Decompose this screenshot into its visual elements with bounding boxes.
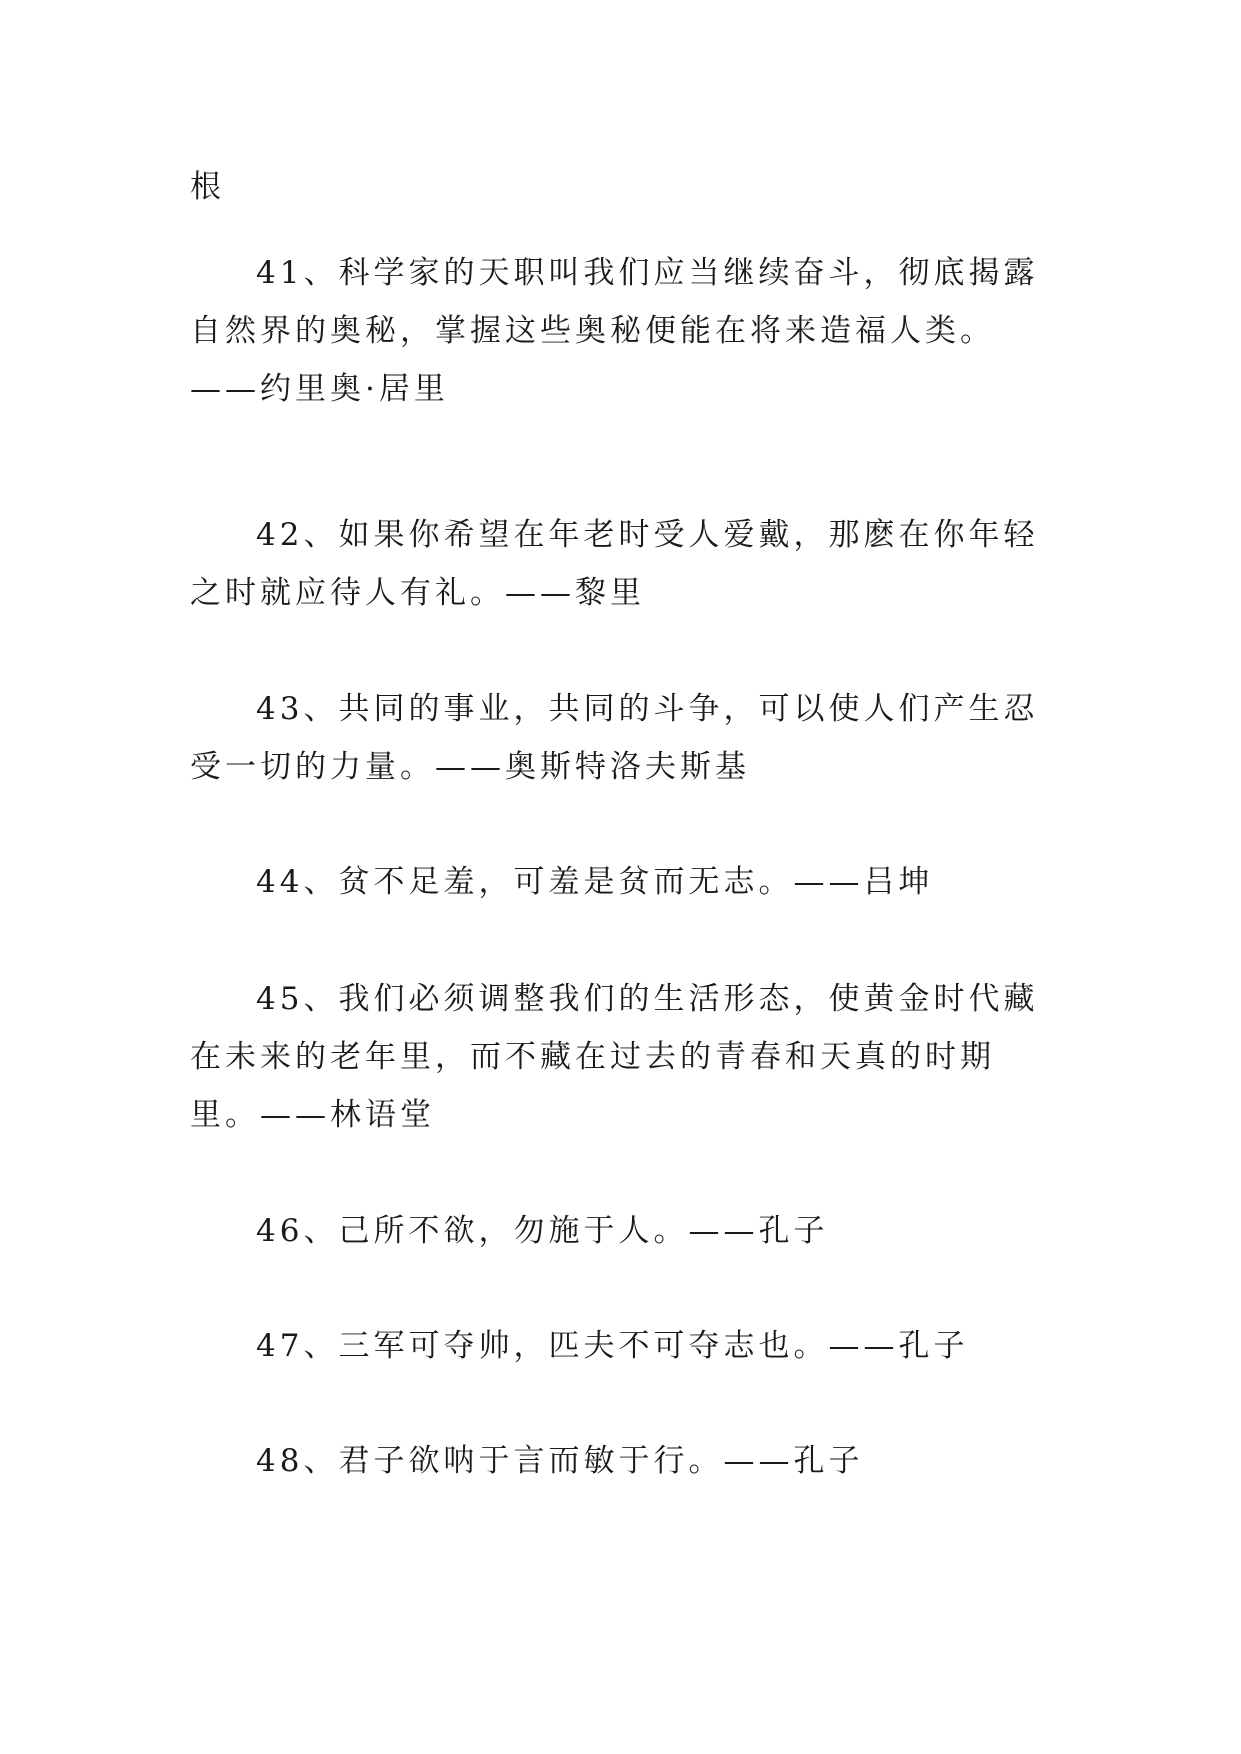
- paragraph-quote-46: 46、己所不欲，勿施于人。——孔子: [256, 1213, 829, 1249]
- paragraph-quote-48: 48、君子欲呐于言而敏于行。——孔子: [256, 1443, 864, 1479]
- paragraph-quote-41: 41、科学家的天职叫我们应当继续奋斗，彻底揭露自然界的奥秘，掌握这些奥秘便能在将来造福人类。——约里奥·居里: [190, 255, 1039, 407]
- paragraph-continuation: 根: [190, 169, 225, 205]
- paragraph-quote-47: 47、三军可夺帅，匹夫不可夺志也。——孔子: [256, 1328, 969, 1364]
- paragraph-quote-45: 45、我们必须调整我们的生活形态，使黄金时代藏在未来的老年里，而不藏在过去的青春和天真的时期里。——林语堂: [190, 981, 1039, 1133]
- paragraph-quote-43: 43、共同的事业，共同的斗争，可以使人们产生忍受一切的力量。——奥斯特洛夫斯基: [190, 691, 1039, 785]
- paragraph-quote-44: 44、贫不足羞，可羞是贫而无志。——吕坤: [256, 864, 934, 900]
- paragraph-quote-42: 42、如果你希望在年老时受人爱戴，那麽在你年轻之时就应待人有礼。——黎里: [190, 517, 1039, 611]
